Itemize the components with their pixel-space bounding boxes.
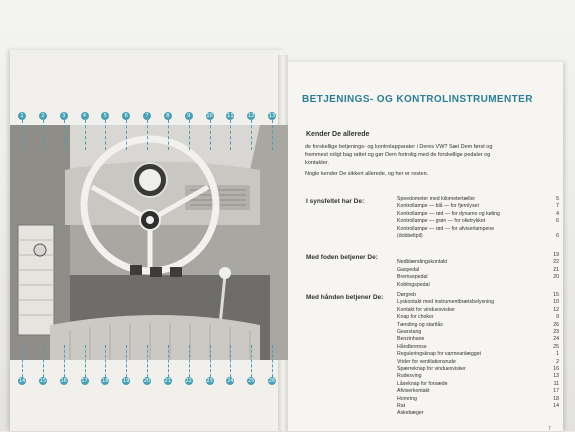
control-reference-number: 17 [553,388,559,395]
control-reference-number: 4 [556,210,559,217]
control-reference-number: 25 [553,343,559,350]
control-label: Kontrollampe — rød — for afviserlampene [397,225,495,232]
callout-leader-line [43,120,44,150]
control-reference-number: 16 [553,366,559,372]
control-label: Kontrollampe — grøn — for olietrykket [397,218,486,225]
intro-text [305,143,492,178]
callout-leader-line [105,345,106,377]
intro-line: Nogle kender De sikkert allerede, og her er resten. [305,171,429,177]
control-label: Kontakt for vinduesvisker [397,306,455,313]
control-reference-number: 22 [553,259,559,266]
callout-marker: 7 [143,112,151,120]
callout-marker: 13 [268,113,276,119]
control-reference-number: 13 [553,373,559,380]
control-reference-number: 9 [556,314,559,321]
control-reference-number: 20 [553,274,559,281]
callout-leader-line [210,345,211,377]
control-reference-number: 26 [553,321,559,328]
callout-leader-line [64,345,65,377]
callout-leader-line [168,345,169,377]
callout-leader-line [105,120,106,150]
callout-leader-line [189,345,190,377]
dashboard-illustration [10,125,288,360]
control-label: Koblingspedal [397,281,430,288]
callout-leader-line [147,120,148,150]
control-reference-number: 15 [553,292,559,298]
callout-leader-line [22,120,23,150]
callout-marker: 16 [60,378,67,384]
control-label: Afviserkontakt [397,388,430,395]
control-label: Benzinhane [397,336,425,343]
control-label: Nedblændingskontakt [397,259,448,266]
control-label: Rat [397,403,406,409]
callout-marker: 18 [102,378,109,384]
callout-marker: 5 [101,112,109,120]
control-reference-number: 6 [556,233,559,239]
subheading: Kender De allerede [306,131,370,138]
callout-leader-line [230,120,231,150]
callout-leader-line [85,345,86,377]
control-reference-number: 2 [556,358,559,365]
callout-leader-line [168,120,169,150]
control-reference-number: 10 [553,299,559,306]
callout-marker: 9 [185,112,193,120]
control-label: Rudesving [397,373,422,380]
callout-marker: 15 [39,378,47,384]
page-number: 7 [548,426,551,432]
control-label: Lyskontakt med instrumentbrætsbelysning [397,299,494,306]
control-label: Speedometer med kilometertæller [397,196,476,202]
callout-leader-line [22,345,23,377]
callout-marker: 25 [247,378,255,384]
callout-marker: 19 [122,378,130,384]
callout-marker: 4 [81,112,89,120]
control-label: Gaspedal [397,266,420,273]
page-heading: BETJENINGS- OG KONTROLINSTRUMENTER [302,94,533,105]
control-label: Gearstang [397,329,422,335]
control-reference-number: 24 [553,336,559,343]
callout-marker: 3 [60,112,68,120]
control-label: (dobbeltpil) [397,233,423,239]
callout-leader-line [85,120,86,150]
control-label: Håndbremse [397,343,427,350]
control-label: Hornring [397,395,417,402]
control-reference-number: 1 [556,351,559,358]
control-reference-number: 18 [553,395,559,402]
control-reference-number: 14 [553,403,559,409]
control-label: Askebæger [397,410,424,417]
control-label: Dørgreb [397,292,417,298]
callout-marker: 10 [206,113,213,119]
control-label: Kontrollampe — rød — for dynamo og køling [397,210,500,217]
control-reference-number: 21 [553,266,559,273]
callout-marker: 17 [81,378,88,384]
control-label: Tænding og startlås [397,321,443,328]
control-reference-number: 6 [556,218,559,225]
right-page [283,62,563,431]
callout-leader-line [147,345,148,377]
callout-marker: 20 [143,378,151,384]
intro-line: fremmest roligt bag rattet og gør Dem fortrolig med de forskellige pedaler og [305,152,491,158]
callout-marker: 8 [164,112,172,120]
control-label: Reguleringsknap for varmeanlægget [397,351,481,358]
callout-leader-line [272,120,273,150]
callout-leader-line [272,345,273,377]
callout-leader-line [189,120,190,150]
callout-marker: 6 [122,112,130,120]
section-title: I synsfeltet har De: [306,198,365,205]
callout-leader-line [64,120,65,150]
control-label: Knap for choker [397,314,434,321]
callout-marker: 22 [185,378,192,384]
control-reference-number: 12 [553,306,559,313]
control-reference-number: 23 [553,329,559,335]
callout-marker: 2 [39,112,47,120]
intro-line: de forskellige betjenings- og kontrolapparater i Deres VW? Sæt Dem først og [305,144,493,150]
control-reference-number: 19 [553,252,559,258]
callout-leader-line [43,345,44,377]
section-title: Med foden betjener De: [306,254,378,261]
callout-marker: 24 [227,378,234,384]
callout-leader-line [251,345,252,377]
control-label: Låseknap for forsæde [397,380,448,387]
callout-marker: 26 [268,378,276,384]
control-reference-number: 5 [556,196,559,202]
intro-line: kontakter. [305,160,329,166]
callout-leader-line [230,345,231,377]
control-reference-number: 11 [553,380,559,387]
callout-marker: 11 [227,113,234,119]
callout-marker: 23 [206,378,213,384]
callout-marker: 21 [164,378,172,384]
control-reference-number: 7 [556,203,559,210]
callout-leader-line [210,120,211,150]
callout-leader-line [126,345,127,377]
dashboard-photo [10,125,288,360]
callout-marker: 12 [247,113,255,119]
control-label: Vrider for ventilationsrude [397,358,456,365]
callout-leader-line [126,120,127,150]
control-label: Bremsepedal [397,274,428,281]
control-label: Kontrollampe — blå — for fjernlyset [397,203,479,210]
callout-marker: 1 [18,112,26,120]
callout-marker: 14 [18,378,26,384]
section-title: Med hånden betjener De: [306,294,384,301]
callout-leader-line [251,120,252,150]
control-label: Spærreknap for vinduesvisker [397,366,466,372]
